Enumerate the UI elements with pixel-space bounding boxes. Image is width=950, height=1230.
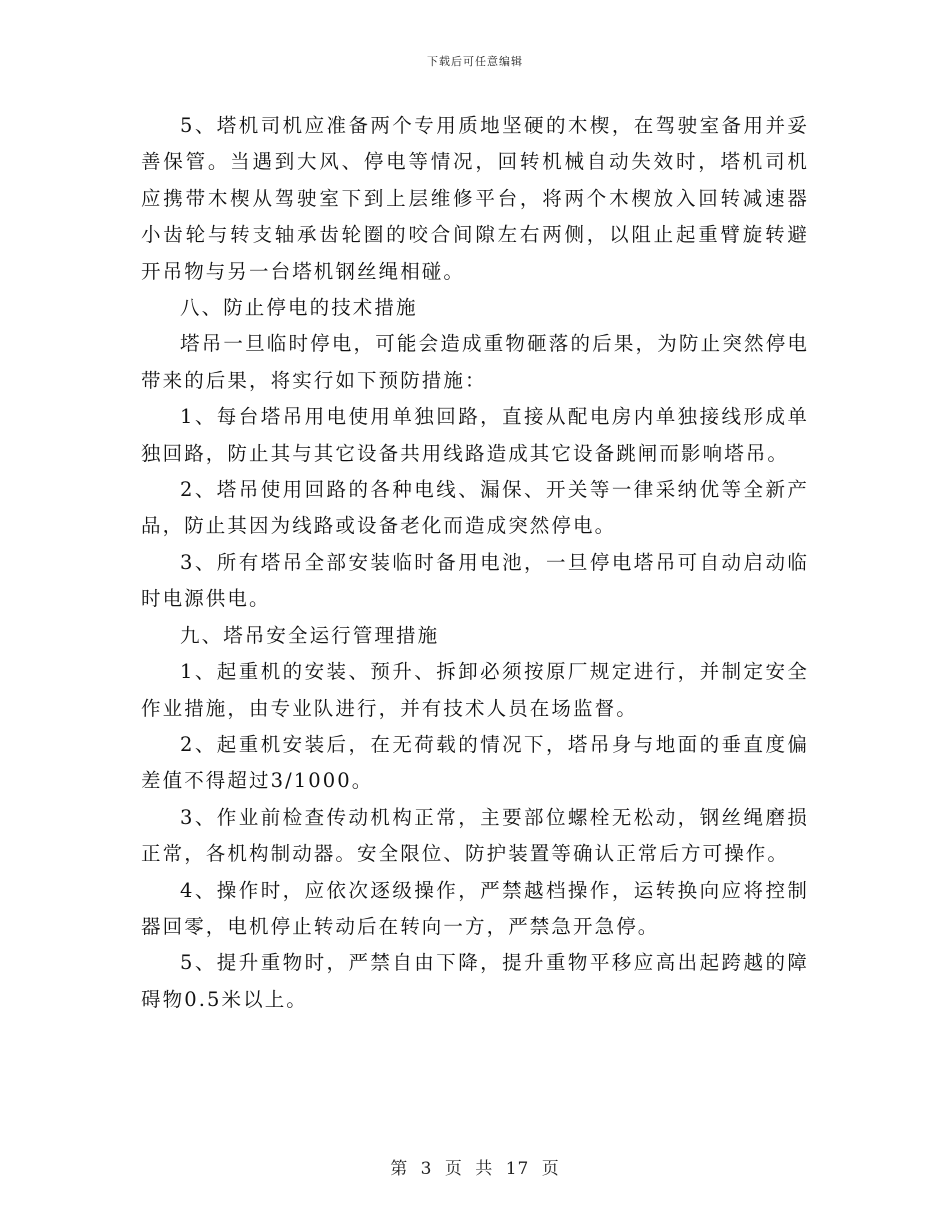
paragraph-outage-intro: 塔吊一旦临时停电，可能会造成重物砸落的后果，为防止突然停电带来的后果，将实行如下预防措施： [141,332,809,392]
paragraph-safety-item-3: 3、作业前检查传动机构正常，主要部位螺栓无松动，钢丝绳磨损正常，各机构制动器。安全限位、防护装置等确认正常后方可操作。 [141,805,809,866]
paragraph-tower-crane-wedges: 5、塔机司机应准备两个专用质地坚硬的木楔，在驾驶室备用并妥善保管。当遇到大风、停电等情况，回转机械自动失效时，塔机司机应携带木楔从驾驶室下到上层维修平台，将两个木楔放入回转减速器小齿轮与转支轴承齿轮圈的咬合间隙左右两侧，以阻止起重臂旋转避开吊物与另一台塔机钢丝绳相碰。 [141,114,809,283]
paragraph-outage-item-3: 3、所有塔吊全部安装临时备用电池，一旦停电塔吊可自动启动临时电源供电。 [141,550,809,611]
page-number-footer: 第 3 页 共 17 页 [390,1159,560,1179]
paragraph-safety-item-5: 5、提升重物时，严禁自由下降，提升重物平移应高出起跨越的障碍物0.5米以上。 [141,951,809,1011]
paragraph-safety-item-4: 4、操作时，应依次逐级操作，严禁越档操作，运转换向应将控制器回零，电机停止转动后在转向一方，严禁急开急停。 [141,878,809,938]
section-heading-power-outage: 八、防止停电的技术措施 [180,296,418,320]
document-body [141,108,809,1018]
section-heading-safety-management: 九、塔吊安全运行管理措施 [180,623,440,647]
page-header: 下载后可任意编辑 [427,55,523,68]
paragraph-outage-item-1: 1、每台塔吊用电使用单独回路，直接从配电房内单独接线形成单独回路，防止其与其它设备共用线路造成其它设备跳闸而影响塔吊。 [141,405,809,465]
paragraph-safety-item-2: 2、起重机安装后，在无荷载的情况下，塔吊身与地面的垂直度偏差值不得超过3/1000。 [141,732,809,793]
paragraph-safety-item-1: 1、起重机的安装、预升、拆卸必须按原厂规定进行，并制定安全作业措施，由专业队进行，并有技术人员在场监督。 [141,660,809,720]
paragraph-outage-item-2: 2、塔吊使用回路的各种电线、漏保、开关等一律采纳优等全新产品，防止其因为线路或设备老化而造成突然停电。 [141,478,809,538]
